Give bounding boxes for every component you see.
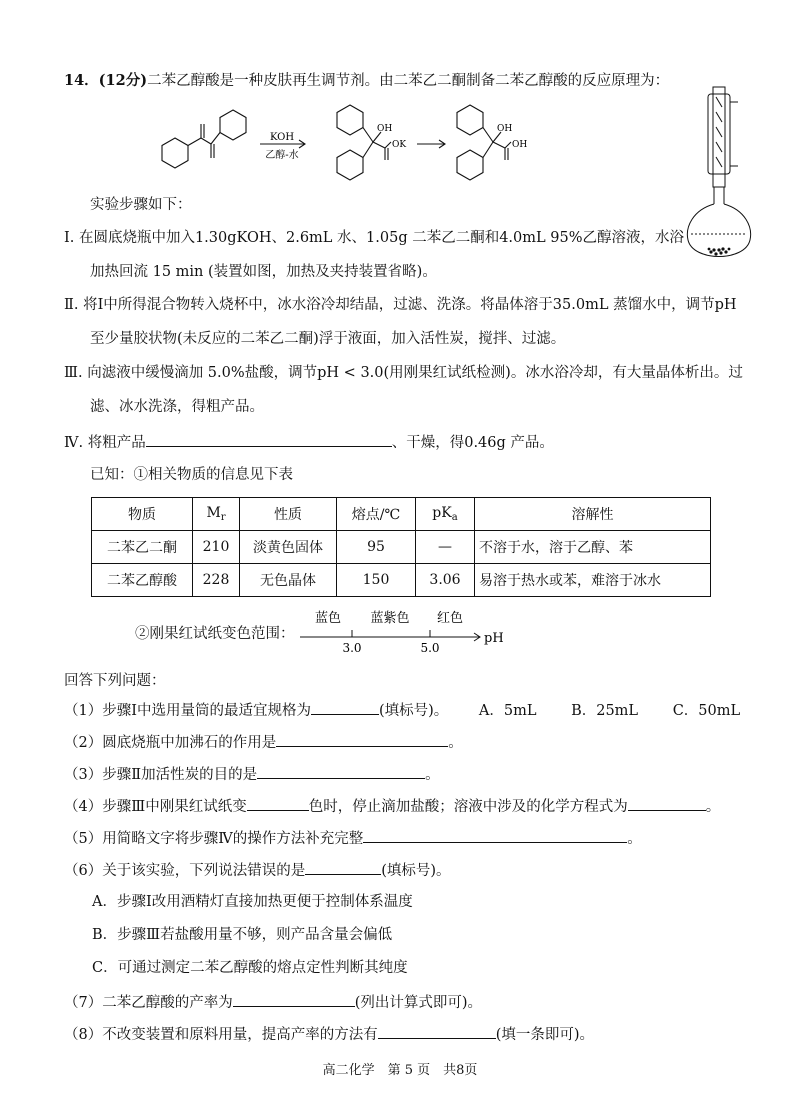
q7-text: （7）二苯乙醇酸的产率为 xyxy=(64,995,233,1011)
q6-text: （6）关于该实验，下列说法错误的是 xyxy=(64,863,306,879)
question-2 xyxy=(64,732,463,752)
q8-suffix: (填一条即可)。 xyxy=(495,1027,595,1043)
q1-text: （1）步骤Ⅰ中选用量筒的最适宜规格为 xyxy=(64,703,311,719)
q4-text: （4）步骤Ⅲ中刚果红试纸变 xyxy=(64,799,247,815)
q3-suffix: 。 xyxy=(425,767,440,783)
q6-option-b: B．步骤Ⅲ若盐酸用量不够，则产品含量会偏低 xyxy=(92,927,393,943)
table-cell: 淡黄色固体 xyxy=(240,531,337,564)
header-substance: 物质 xyxy=(92,498,193,531)
step1-line1: Ⅰ. 在圆底烧瓶中加入1.30gKOH、2.6mL 水、1.05g 二苯乙二酮和4.0mL 95%乙醇溶液，水浴 xyxy=(64,230,684,246)
header-property: 性质 xyxy=(240,498,337,531)
scale-bluepurple: 蓝紫色 xyxy=(370,611,410,626)
benzil-right-ring xyxy=(220,110,246,140)
table-cell: 95 xyxy=(337,531,416,564)
step4-line xyxy=(64,432,554,452)
header-mr-sub: r xyxy=(220,512,226,523)
q5-blank[interactable] xyxy=(363,828,627,843)
table-cell: 二苯乙醇酸 xyxy=(92,564,193,597)
table-cell: 不溶于水，溶于乙醇、苯 xyxy=(475,531,711,564)
step2-line1: Ⅱ. 将Ⅰ中所得混合物转入烧杯中，冰水浴冷却结晶，过滤、洗涤。将晶体溶于35.0mL 蒸馏水中，调节pH xyxy=(64,297,737,313)
steps-title: 实验步骤如下： xyxy=(90,197,192,213)
step4-blank[interactable] xyxy=(146,432,392,447)
question-number: 14．(12分) xyxy=(64,72,148,89)
reflux-apparatus-figure xyxy=(683,82,763,272)
q1-option-a: A．5mL xyxy=(478,703,537,719)
known-title: 已知：①相关物质的信息见下表 xyxy=(90,467,293,483)
q3-blank[interactable] xyxy=(257,764,425,779)
q3-text: （3）步骤Ⅱ加活性炭的目的是 xyxy=(64,767,258,783)
benzil-left-ring xyxy=(162,138,188,168)
step3-line2: 滤、冰水洗涤，得粗产品。 xyxy=(90,399,264,415)
question-5 xyxy=(64,828,642,848)
question-7 xyxy=(64,992,482,1012)
table-cell: 二苯乙二酮 xyxy=(92,531,193,564)
q8-text: （8）不改变装置和原料用量，提高产率的方法有 xyxy=(64,1027,378,1043)
question-3 xyxy=(64,764,440,784)
header-mr xyxy=(193,498,240,531)
question-4 xyxy=(64,796,720,816)
table-cell: 228 xyxy=(193,564,240,597)
scale-tick-3: 3.0 xyxy=(342,641,362,655)
question-1 xyxy=(64,700,740,720)
reagent-koh: KOH xyxy=(269,132,295,143)
header-pka xyxy=(416,498,475,531)
header-pka-sub: a xyxy=(451,512,458,523)
reagent-solvent: 乙醇-水 xyxy=(265,150,299,161)
q2-suffix: 。 xyxy=(448,735,463,751)
q1-blank[interactable] xyxy=(311,700,379,715)
question-intro-text: 二苯乙醇酸是一种皮肤再生调节剂。由二苯乙二酮制备二苯乙醇酸的反应原理为： xyxy=(147,73,670,89)
q5-suffix: 。 xyxy=(627,831,642,847)
question-intro xyxy=(64,72,669,90)
question-8 xyxy=(64,1024,594,1044)
page-footer: 高二化学 第 5 页 共8页 xyxy=(322,1063,478,1078)
header-pka-text: pK xyxy=(432,505,452,521)
q7-blank[interactable] xyxy=(233,992,355,1007)
acid-top-ring xyxy=(457,105,483,135)
q5-text: （5）用简略文字将步骤Ⅳ的操作方法补充完整 xyxy=(64,831,364,847)
salt-bottom-ring xyxy=(337,150,363,180)
header-melting-point: 熔点/℃ xyxy=(337,498,416,531)
label-oh-carboxyl: OH xyxy=(512,140,528,150)
header-solubility: 溶解性 xyxy=(475,498,711,531)
congo-label: ②刚果红试纸变色范围： xyxy=(135,626,295,642)
answer-intro: 回答下列问题： xyxy=(64,673,166,689)
congo-red-scale xyxy=(300,606,520,656)
step2-line2: 至少量胶状物(未反应的二苯乙二酮)浮于液面，加入活性炭，搅拌、过滤。 xyxy=(90,331,566,347)
table-row xyxy=(92,564,711,597)
scale-red: 红色 xyxy=(436,611,464,626)
table-cell: 无色晶体 xyxy=(240,564,337,597)
table-cell: 3.06 xyxy=(416,564,475,597)
scale-blue: 蓝色 xyxy=(314,611,342,626)
label-oh-acid: OH xyxy=(497,124,513,134)
table-header-row xyxy=(92,498,711,531)
q7-suffix: (列出计算式即可)。 xyxy=(354,995,483,1011)
reaction-scheme xyxy=(145,100,545,190)
label-oh-salt: OH xyxy=(377,124,393,134)
acid-bottom-ring xyxy=(457,150,483,180)
q4-blank-equation[interactable] xyxy=(628,796,706,811)
q1-suffix: (填标号)。 xyxy=(378,703,449,719)
properties-table xyxy=(91,497,711,597)
salt-top-ring xyxy=(337,105,363,135)
q6-option-a: A．步骤Ⅰ改用酒精灯直接加热更便于控制体系温度 xyxy=(92,894,413,910)
question-6 xyxy=(64,860,451,880)
scale-tick-5: 5.0 xyxy=(420,641,440,655)
step1-line2: 加热回流 15 min (装置如图，加热及夹持装置省略)。 xyxy=(90,264,437,280)
step4-prefix: Ⅳ. 将粗产品 xyxy=(64,435,146,451)
step3-line1: Ⅲ. 向滤液中缓慢滴加 5.0%盐酸，调节pH < 3.0(用刚果红试纸检测)。冰水浴冷却，有大量晶体析出。过 xyxy=(64,365,743,381)
q1-option-b: B．25mL xyxy=(571,703,639,719)
q6-blank[interactable] xyxy=(305,860,381,875)
table-cell: 210 xyxy=(193,531,240,564)
q1-option-c: C．50mL xyxy=(672,703,741,719)
scale-axis-label: pH xyxy=(484,631,504,646)
label-ok: OK xyxy=(392,140,407,150)
q4-suffix: 。 xyxy=(705,799,721,815)
header-mr-text: M xyxy=(206,505,221,521)
table-cell: — xyxy=(416,531,475,564)
q8-blank[interactable] xyxy=(378,1024,496,1039)
q6-suffix: (填标号)。 xyxy=(381,863,451,879)
table-row xyxy=(92,531,711,564)
q4-blank-color[interactable] xyxy=(247,796,309,811)
table-cell: 150 xyxy=(337,564,416,597)
q2-blank[interactable] xyxy=(276,732,448,747)
step4-suffix: 、干燥，得0.46g 产品。 xyxy=(391,435,554,451)
q6-option-c: C．可通过测定二苯乙醇酸的熔点定性判断其纯度 xyxy=(92,960,408,976)
q2-text: （2）圆底烧瓶中加沸石的作用是 xyxy=(64,735,277,751)
q4-middle: 色时，停止滴加盐酸；溶液中涉及的化学方程式为 xyxy=(308,799,628,815)
table-cell: 易溶于热水或苯，难溶于冰水 xyxy=(475,564,711,597)
